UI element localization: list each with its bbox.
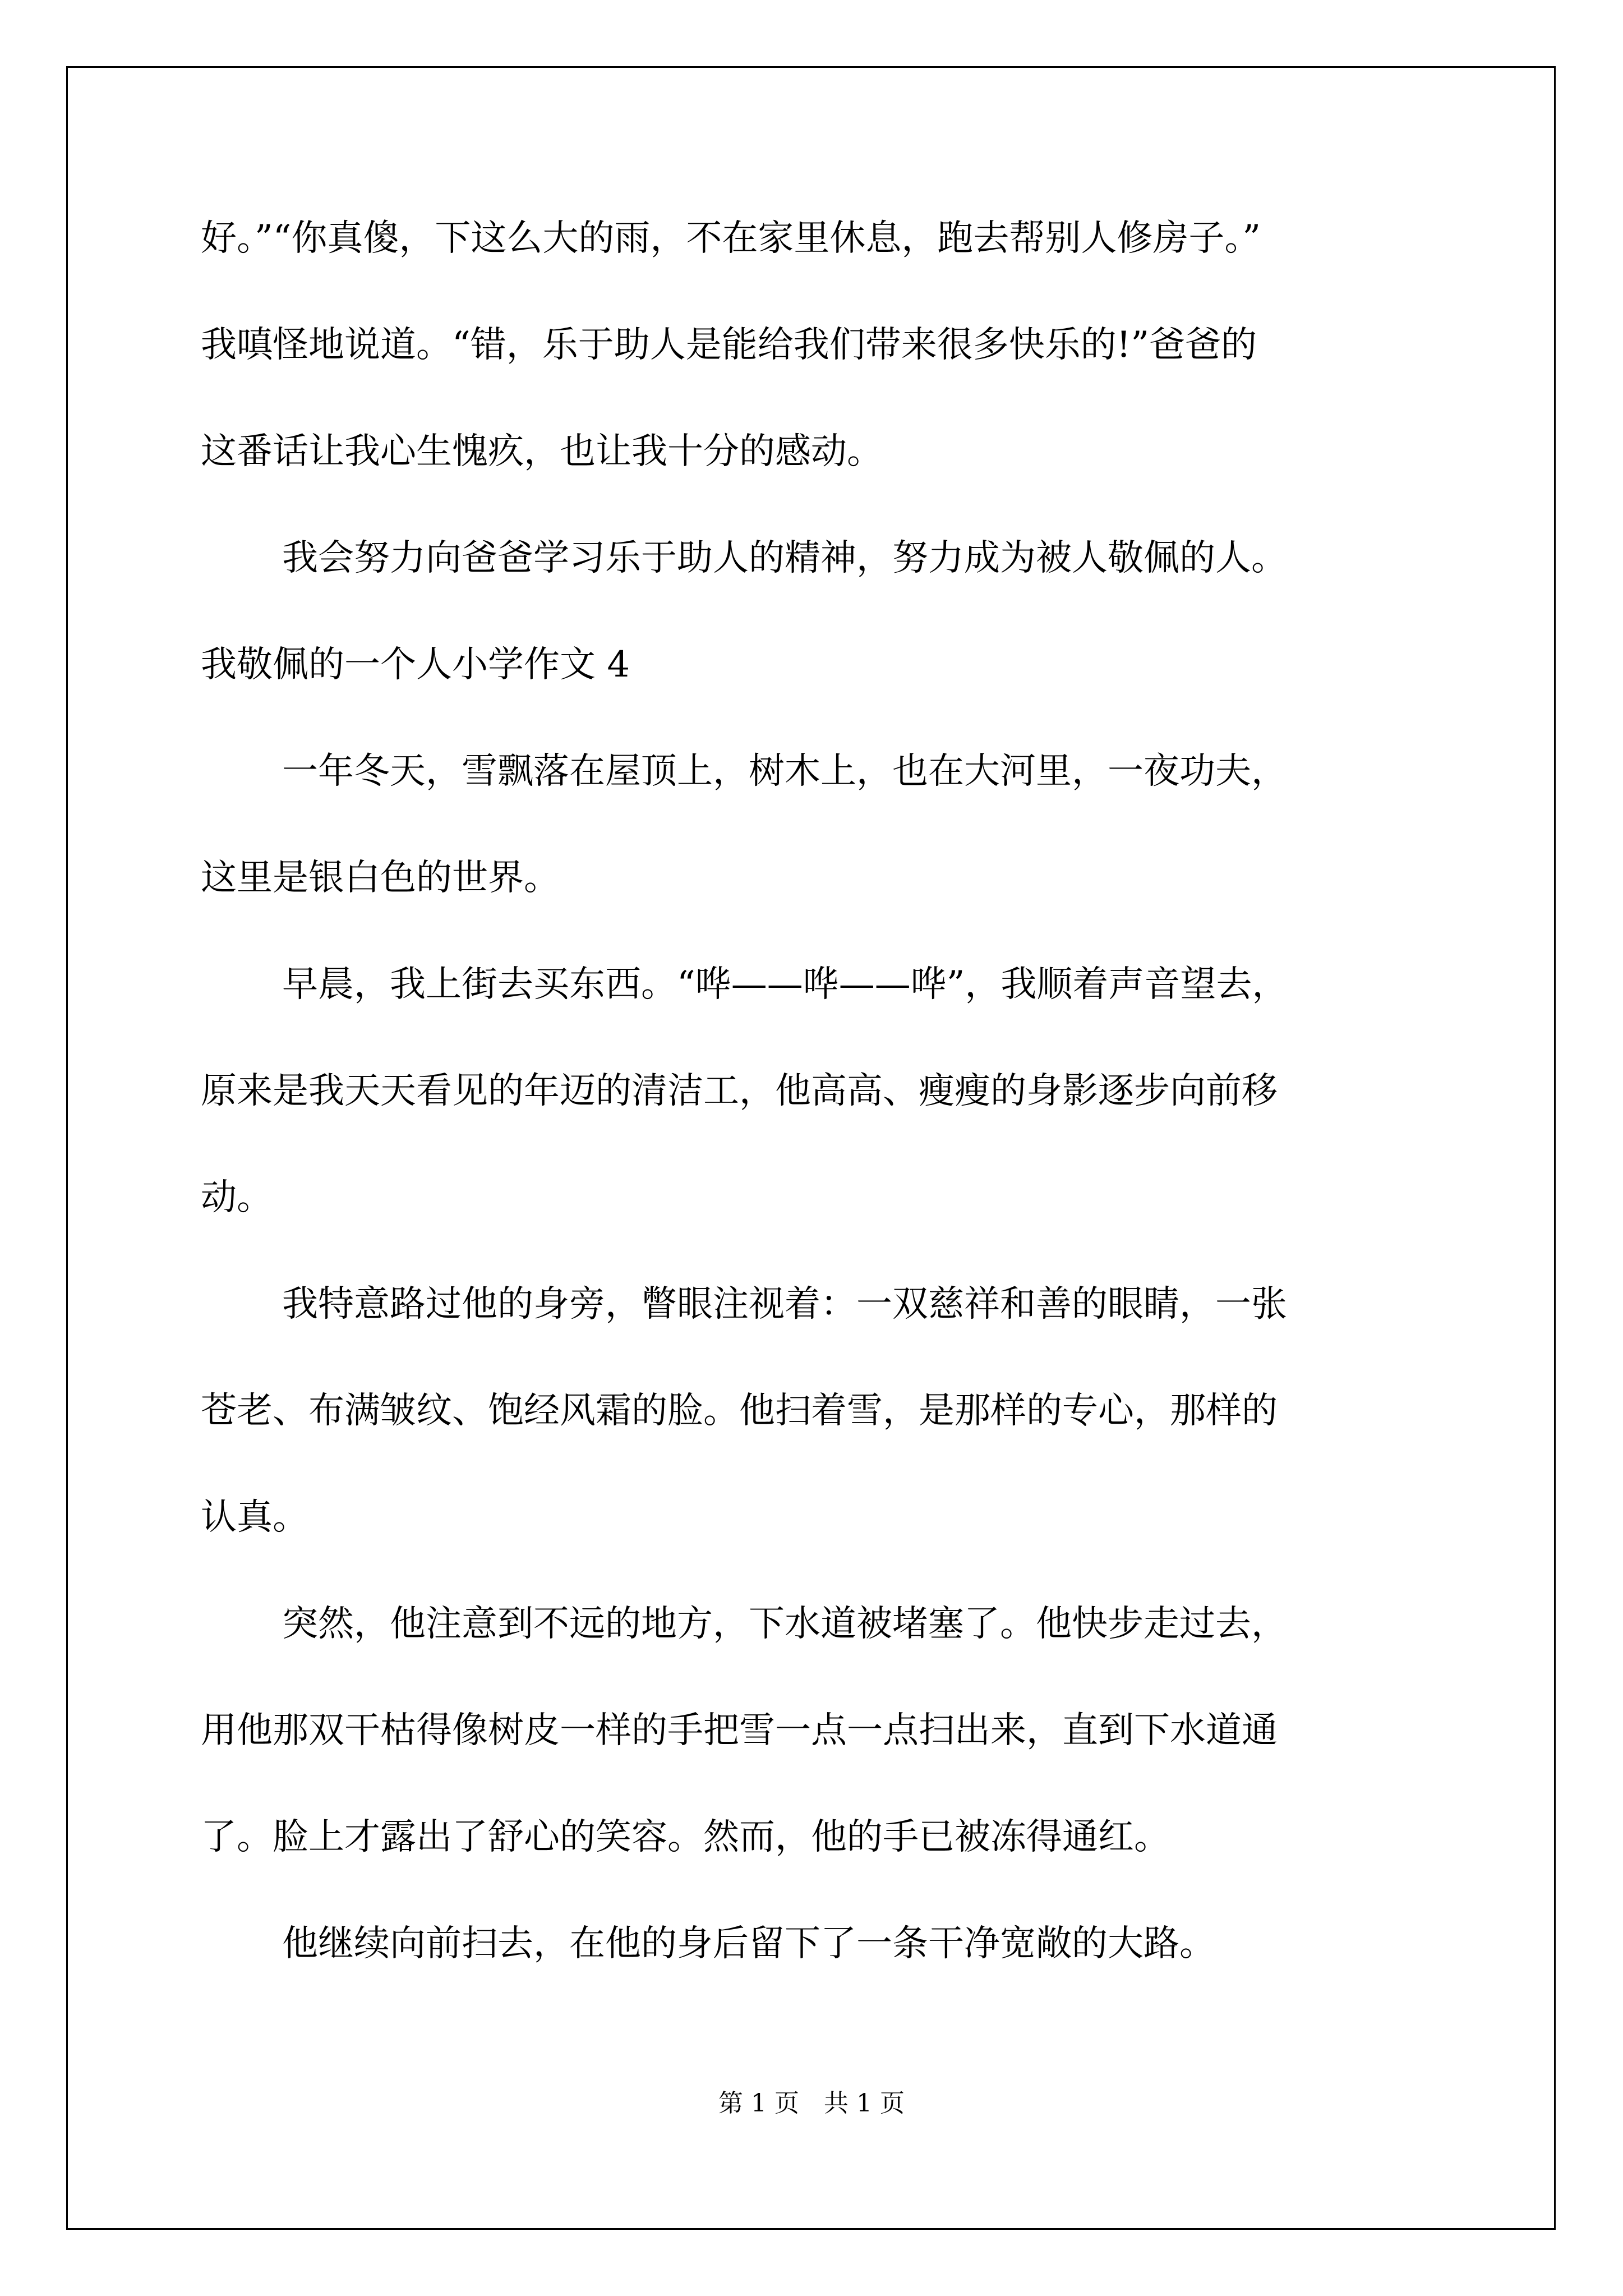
text-line: 我嗔怪地说道。“错，乐于助人是能给我们带来很多快乐的!”爸爸的 (201, 324, 1257, 366)
text-line: 苍老、布满皱纹、饱经风霜的脸。他扫着雪，是那样的专心，那样的 (201, 1390, 1278, 1432)
text-line: 一年冬天，雪飘落在屋顶上，树木上，也在大河里，一夜功夫， (282, 751, 1287, 792)
text-line: 早晨，我上街去买东西。“哗——哗——哗”，我顺着声音望去， (282, 964, 1288, 1005)
text-line: 动。 (201, 1177, 273, 1218)
text-line: 突然，他注意到不远的地方，下水道被堵塞了。他快步走过去， (282, 1603, 1287, 1645)
text-line: 这里是银白色的世界。 (201, 857, 560, 899)
text-line: 了。脸上才露出了舒心的笑容。然而，他的手已被冻得通红。 (201, 1816, 1170, 1858)
text-line: 好。”“你真傻，下这么大的雨，不在家里休息，跑去帮别人修房子。” (201, 218, 1261, 259)
text-line: 我特意路过他的身旁，瞥眼注视着：一双慈祥和善的眼睛，一张 (282, 1283, 1287, 1325)
text-line: 认真。 (201, 1497, 308, 1538)
text-line: 我会努力向爸爸学习乐于助人的精神，努力成为被人敬佩的人。 (282, 537, 1287, 579)
text-line: 原来是我天天看见的年迈的清洁工，他高高、瘦瘦的身影逐步向前移 (201, 1070, 1278, 1112)
page-number-footer: 第 1 页 共 1 页 (718, 2089, 905, 2118)
document-body (201, 185, 1435, 1997)
text-line: 他继续向前扫去，在他的身后留下了一条干净宽敞的大路。 (282, 1923, 1215, 1964)
text-line: 用他那双干枯得像树皮一样的手把雪一点一点扫出来，直到下水道通 (201, 1710, 1278, 1751)
text-line: 这番话让我心生愧疚，也让我十分的感动。 (201, 431, 883, 472)
section-heading: 我敬佩的一个人小学作文 4 (201, 644, 630, 685)
